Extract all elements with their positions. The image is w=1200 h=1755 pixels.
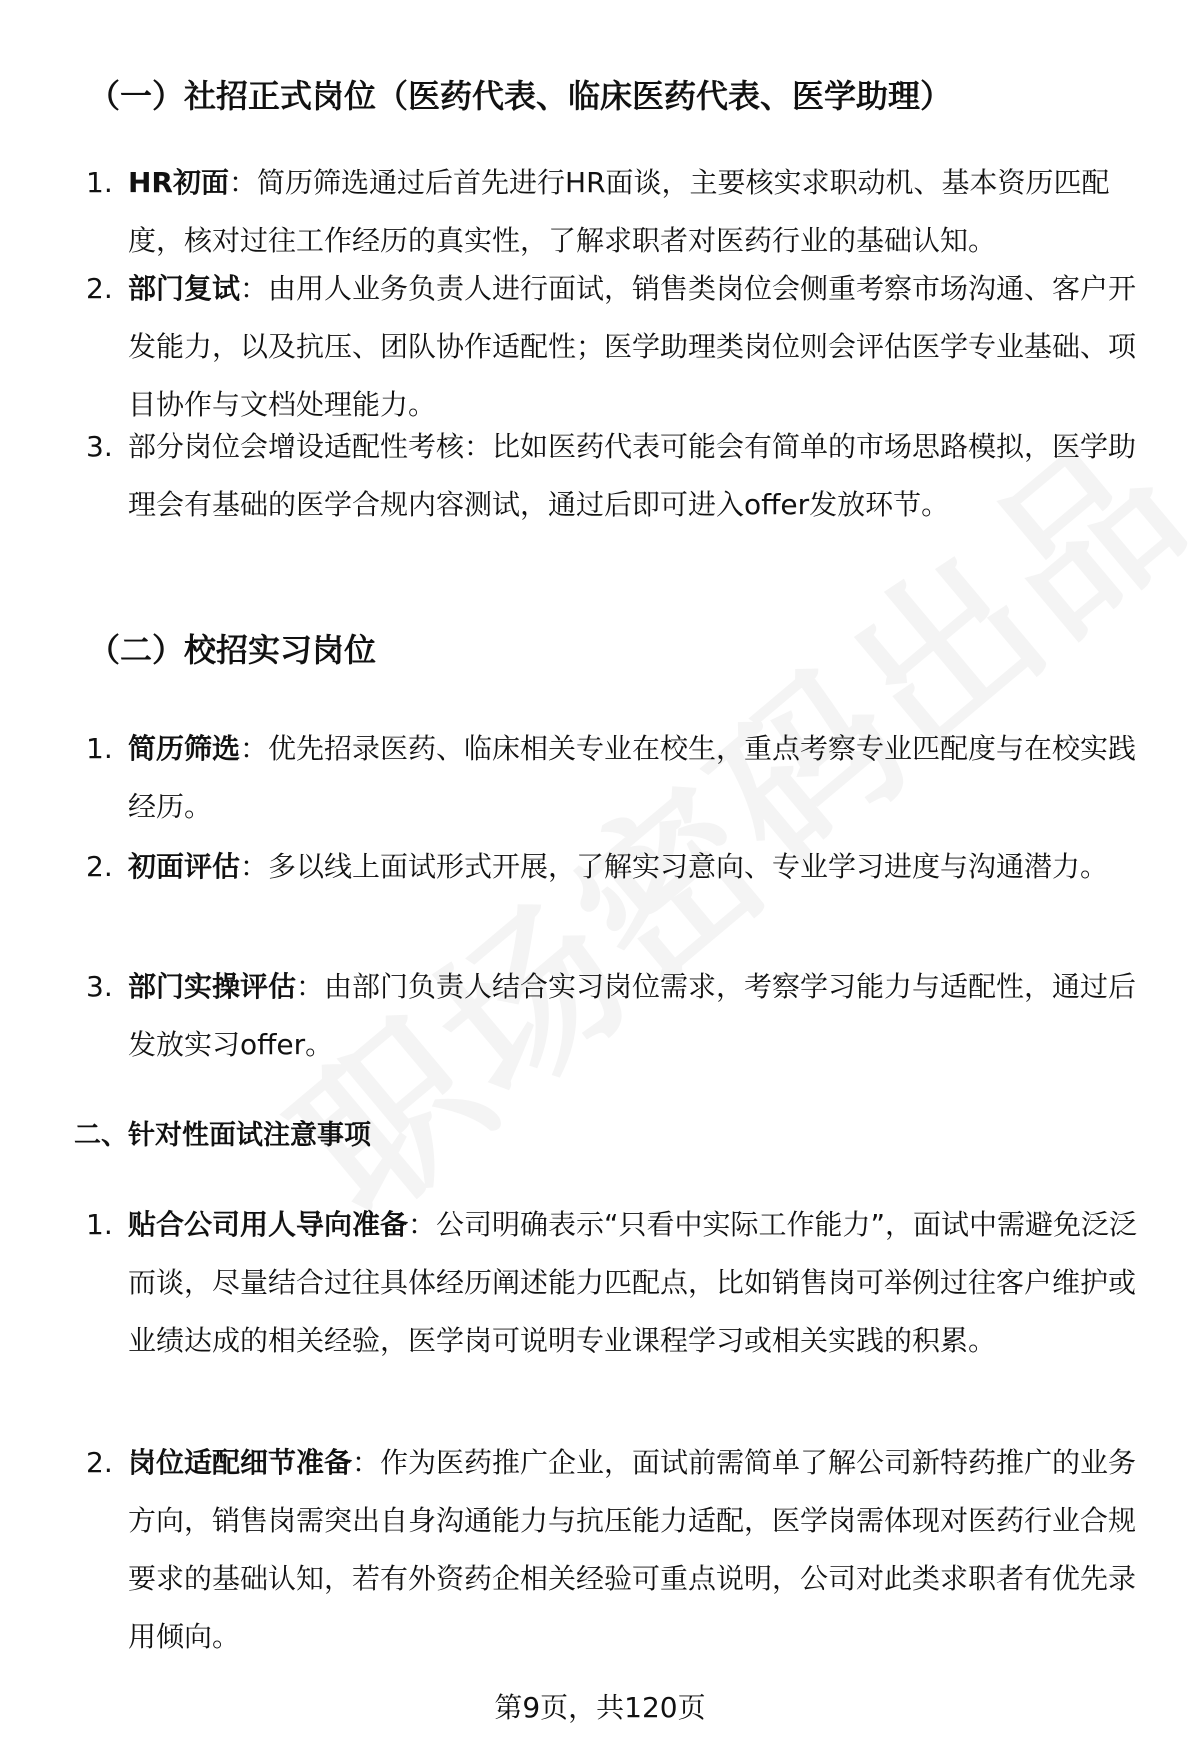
item-body: 由部门负责人结合实习岗位需求，考察学习能力与适配性，通过后发放实习offer。: [128, 970, 1137, 1061]
item-text: [128, 154, 1140, 270]
item-label: 初面评估: [128, 850, 241, 883]
item-number: 3.: [86, 430, 113, 463]
item-separator: ：: [240, 850, 269, 883]
item-number: 1.: [86, 1208, 113, 1241]
item-text: [128, 958, 1140, 1074]
item-label: 部门复试: [128, 272, 241, 305]
item-body: 多以线上面试形式开展，了解实习意向、专业学习进度与沟通潜力。: [268, 850, 1109, 883]
item-body: 由用人业务负责人进行面试，销售类岗位会侧重考察市场沟通、客户开发能力，以及抗压、团队协作适配性；医学助理类岗位则会评估医学专业基础、项目协作与文档处理能力。: [128, 272, 1137, 421]
section-heading-social: （一）社招正式岗位（医药代表、临床医药代表、医学助理）: [88, 77, 953, 115]
item-body: 部分岗位会增设适配性考核：比如医药代表可能会有简单的市场思路模拟，医学助理会有基础的医学合规内容测试，通过后即可进入offer发放环节。: [128, 430, 1137, 521]
item-number: 2.: [86, 1446, 113, 1479]
item-number: 3.: [86, 970, 113, 1003]
item-separator: ：: [240, 272, 269, 305]
item-separator: ：: [408, 1208, 437, 1241]
page-number: 第9页，共120页: [494, 1691, 706, 1724]
item-number: 1.: [86, 166, 113, 199]
item-label: 部门实操评估: [128, 970, 297, 1003]
item-separator: ：: [352, 1446, 381, 1479]
item-text: [128, 720, 1140, 836]
item-number: 2.: [86, 272, 113, 305]
item-label: HR初面: [128, 166, 229, 199]
section-heading-campus: （二）校招实习岗位: [88, 631, 377, 669]
item-body: 简历筛选通过后首先进行HR面谈，主要核实求职动机、基本资历匹配度，核对过往工作经历的真实性，了解求职者对医药行业的基础认知。: [128, 166, 1110, 257]
item-separator: ：: [240, 732, 269, 765]
item-separator: ：: [229, 166, 258, 199]
item-text: [128, 418, 1140, 534]
item-label: 简历筛选: [128, 732, 241, 765]
section-heading-tips: 二、针对性面试注意事项: [74, 1120, 371, 1151]
item-text: [128, 260, 1140, 434]
item-body: 公司明确表示“只看中实际工作能力”，面试中需避免泛泛而谈，尽量结合过往具体经历阐述能力匹配点，比如销售岗可举例过往客户维护或业绩达成的相关经验，医学岗可说明专业课程学习或相关实践的积累。: [128, 1208, 1138, 1357]
item-separator: ：: [296, 970, 325, 1003]
item-body: 作为医药推广企业，面试前需简单了解公司新特药推广的业务方向，销售岗需突出自身沟通能力与抗压能力适配，医学岗需体现对医药行业合规要求的基础认知，若有外资药企相关经验可重点说明，公司对此类求职者有优先录用倾向。: [128, 1446, 1137, 1653]
item-number: 2.: [86, 850, 113, 883]
item-text: [128, 1196, 1140, 1370]
item-number: 1.: [86, 732, 113, 765]
item-text: [128, 838, 1140, 896]
item-label: 岗位适配细节准备: [128, 1446, 353, 1479]
item-text: [128, 1434, 1140, 1666]
item-body: 优先招录医药、临床相关专业在校生，重点考察专业匹配度与在校实践经历。: [128, 732, 1137, 823]
item-label: 贴合公司用人导向准备: [128, 1208, 409, 1241]
